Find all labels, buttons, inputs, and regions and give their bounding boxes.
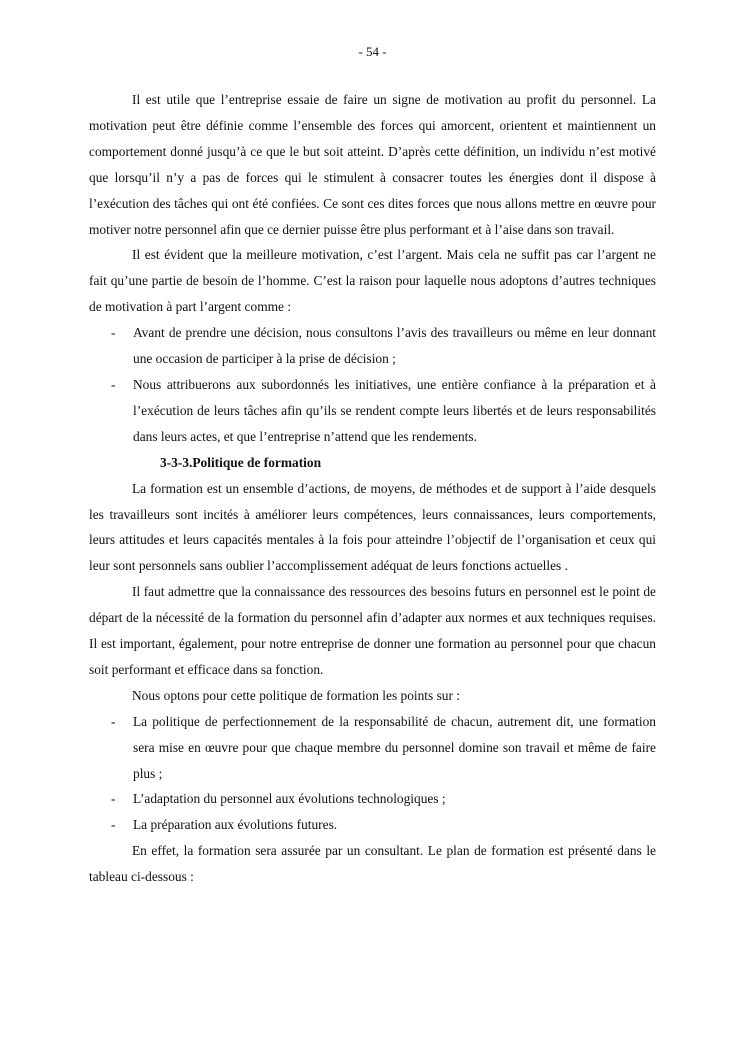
list-item [89, 812, 656, 838]
list-item [89, 372, 656, 450]
list-item-text: Avant de prendre une décision, nous consultons l’avis des travailleurs ou même en leur donnant une occasion de participer à la prise de décision ; [133, 325, 656, 367]
bullet-list [89, 709, 656, 839]
paragraph: La formation est un ensemble d’actions, de moyens, de méthodes et de support à l’aide desquels les travailleurs sont incités à améliorer leurs compétences, leurs connaissances, leurs comportements, leurs attitudes et leurs capacités mentales à la fois pour atteindre l’objectif de l’organisation et ceux qui leur sont personnels sans oublier l’accomplissement adéquat de leurs fonctions actuelles . [89, 480, 656, 574]
page-number: - 54 - [358, 44, 387, 59]
list-item [89, 709, 656, 787]
dash-bullet: - [111, 817, 116, 833]
body-text [89, 87, 656, 890]
dash-bullet: - [111, 376, 116, 392]
dash-bullet: - [111, 325, 116, 341]
dash-bullet: - [111, 791, 116, 807]
paragraph: Il est évident que la meilleure motivation, c’est l’argent. Mais cela ne suffit pas car l’argent ne fait qu’une partie de besoin de l’homme. C’est la raison pour laquelle nous adoptons d’autres techniques de motivation à part l’argent comme : [89, 247, 656, 315]
list-item-text: L’adaptation du personnel aux évolutions technologiques ; [133, 791, 446, 807]
paragraph: Il est utile que l’entreprise essaie de faire un signe de motivation au profit du personnel. La motivation peut être définie comme l’ensemble des forces qui amorcent, orientent et maintiennent un comportement donné jusqu’à ce que le but soit atteint. D’après cette définition, un individu n’est motivé que lorsqu’il n’y a pas de forces qui le stimulent à consacrer toutes les énergies dont il dispose à l’exécution des tâches qui ont été confiées. Ce sont ces dites forces que nous allons mettre en œuvre pour motiver notre personnel afin que ce dernier puisse être plus performant et à l’aise dans son travail. [89, 92, 656, 237]
bullet-list [89, 320, 656, 450]
paragraph: En effet, la formation sera assurée par un consultant. Le plan de formation est présenté dans le tableau ci-dessous : [89, 843, 656, 885]
paragraph: Il faut admettre que la connaissance des ressources des besoins futurs en personnel est le point de départ de la nécessité de la formation du personnel afin d’adapter aux normes et aux techniques requises. Il est important, également, pour notre entreprise de donner une formation au personnel pour que chacun soit performant et efficace dans sa fonction. [89, 584, 656, 677]
list-item-text: La préparation aux évolutions futures. [133, 817, 338, 833]
list-item [89, 786, 656, 812]
list-item-text: La politique de perfectionnement de la responsabilité de chacun, autrement dit, une formation sera mise en œuvre pour que chaque membre du personnel domine son travail et même de faire plus ; [133, 713, 656, 781]
list-item [89, 320, 656, 372]
section-heading: 3-3-3.Politique de formation [160, 454, 322, 470]
dash-bullet: - [111, 713, 116, 729]
list-item-text: Nous attribuerons aux subordonnés les initiatives, une entière confiance à la préparation et à l’exécution de leurs tâches afin qu’ils se rendent compte leurs libertés et de leurs responsabilités dans leurs actes, et que l’entreprise n’attend que les rendements. [133, 376, 656, 444]
paragraph: Nous optons pour cette politique de formation les points sur : [132, 687, 461, 703]
